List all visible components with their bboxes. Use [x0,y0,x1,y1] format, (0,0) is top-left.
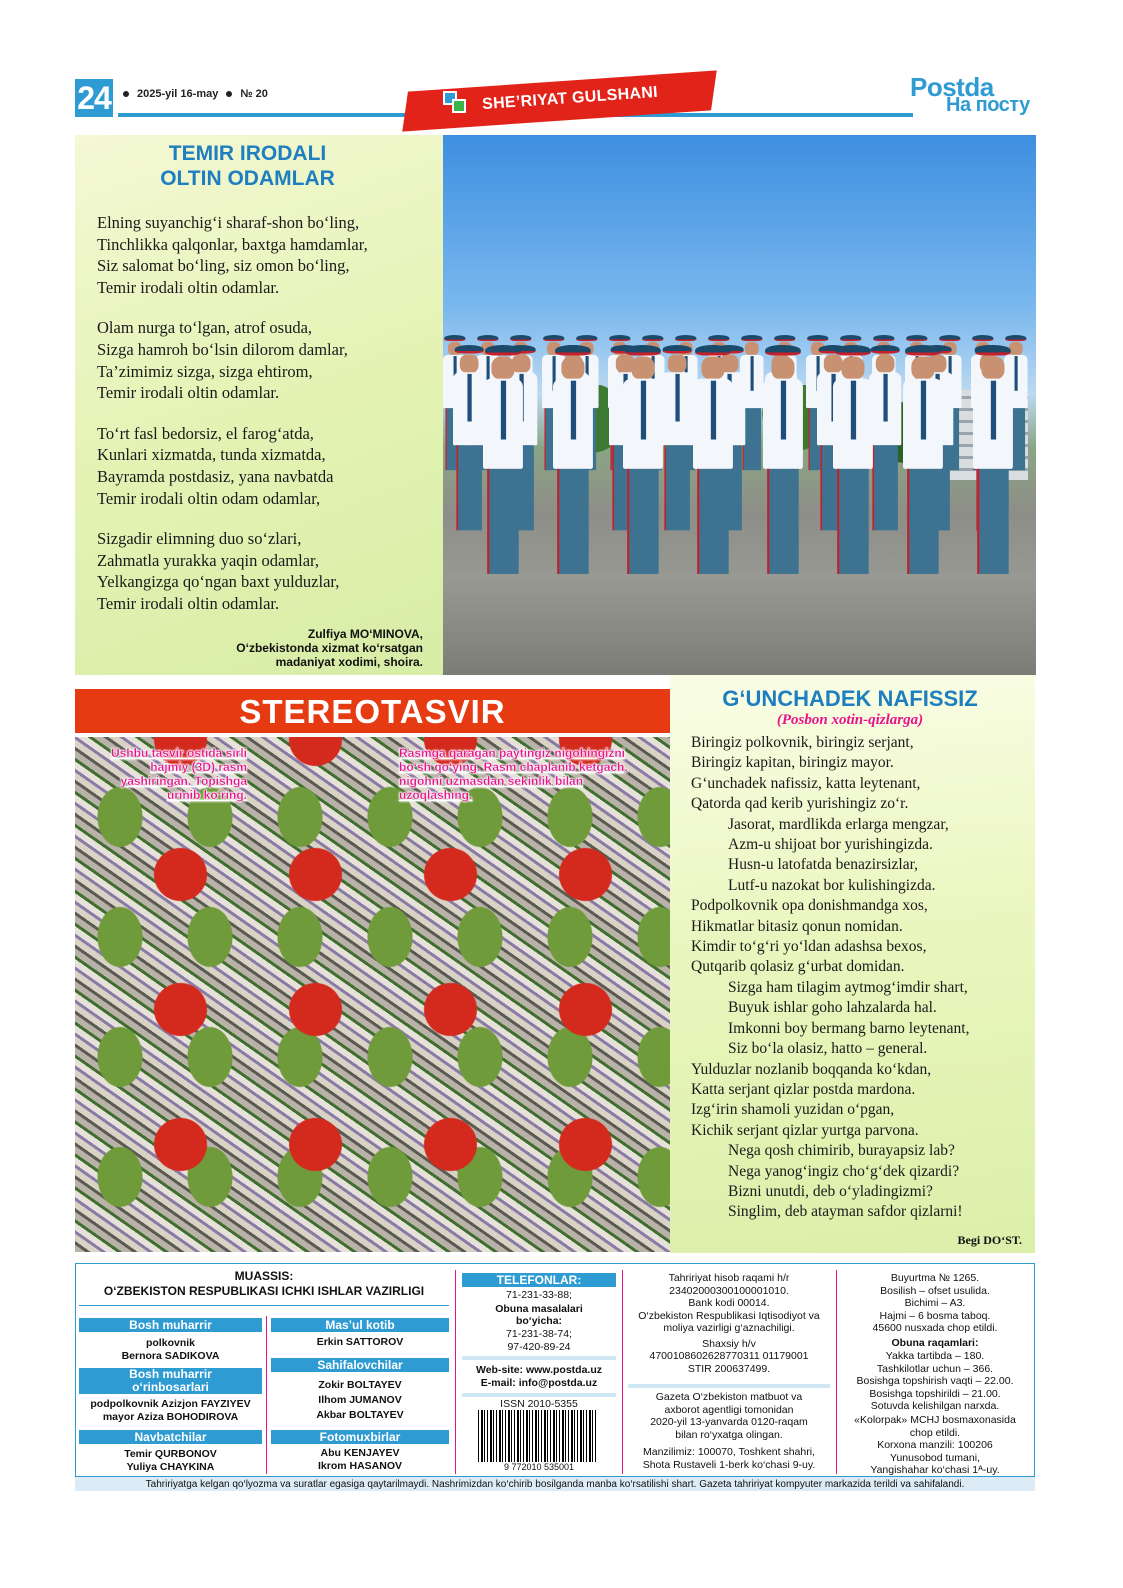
officers-photo [443,135,1036,675]
photographers [271,1447,449,1473]
trousers [977,469,1009,574]
editor-in-chief-label: Bosh muharrir [79,1318,262,1332]
subscription-label: bo‘yicha: [515,1315,563,1327]
designer-name: Zokir BOLTAYEV [318,1379,402,1391]
print-line: 45600 nusxada chop etildi. [872,1322,998,1334]
address-line: Shota Rustaveli 1-berk ko‘chasi 9-uy. [642,1458,816,1471]
face [824,354,843,373]
poem-line: G‘unchadek nafissiz, katta leytenant, [691,774,921,792]
tie [851,381,856,440]
cap [625,345,661,356]
divider [79,1305,449,1306]
printer-line: Korxona manzili: 100206 [877,1439,993,1451]
tie [991,381,996,440]
bank-line: moliya vazirligi g‘aznachiligi. [663,1322,795,1334]
poem-line: Biringiz polkovnik, biringiz serjant, [691,734,914,751]
poem-line: Elning suyanchig‘i sharaf-shon bo‘ling, [97,213,360,232]
face [460,354,479,373]
cap [576,335,597,341]
poem-line: Katta serjant qizlar postda mardona. [691,1080,916,1098]
poem-line: Kichik serjant qizlar yurtga parvona. [691,1121,919,1139]
registration-info [628,1391,830,1441]
face [771,357,794,380]
cap [510,335,531,341]
print-line: Hajmi – 6 bosma taboq. [879,1309,991,1322]
printer-line: chop etildi. [909,1426,961,1439]
poem-line: Temir irodali oltin odamlar. [97,593,280,613]
subscription-numbers [462,1328,616,1353]
poem-line: Sizga ham tilagim aytmog‘imdir shart, [728,978,968,996]
print-line: Bosilish – ofset usulida. [880,1284,990,1297]
cap [906,335,927,341]
photographers-label: Fotomuxbirlar [271,1430,449,1444]
poem2-title: G‘UNCHADEK NAFISSIZ [722,686,978,711]
face [876,354,895,373]
poem1-body [97,212,457,634]
cap [835,345,871,356]
index-line: Sotuvda kelishilgan narxda. [870,1400,1000,1412]
poem-line: Temir irodali oltin odam odamlar, [97,488,321,508]
cap [609,335,630,341]
founder-block [79,1269,449,1299]
stereo-note-right: Rasmga qaragan paytingiz nigohingizni bo‘sh qo‘ying. Rasm chaplanib ketgach, nigohni uzmasdan sekinlik bilan uzoqlashing. [399,746,628,802]
poem2-author: Begi DO‘ST. [957,1233,1022,1247]
poem1-author [180,627,423,669]
tie [571,381,576,440]
website-link[interactable]: Web-site: www.postda.uz [475,1364,602,1376]
logo-line-latin: Postda [910,72,994,102]
editor-in-chief [79,1337,262,1363]
poem-stanza [97,317,457,403]
subscription-label: Obuna masalalari [495,1303,583,1315]
poem-line: Buyuk ishlar goho lahzalarda hal. [728,999,937,1017]
poem-line: Izg‘irin shamoli yuzidan o‘pgan, [691,1101,895,1119]
poem2-dedication: (Posbon xotin-qizlarga) [776,712,924,728]
deputy-label-line: o‘rinbosarlari [132,1380,209,1394]
poem-line: Podpolkovnik opa donishmandga xos, [691,897,928,915]
newspaper-logo [910,72,1040,118]
bullet-icon [123,91,129,97]
face [841,357,864,380]
tie [883,374,887,422]
poem-line: Zahmatla yurakka yaqin odamlar, [97,550,320,570]
printing-house [840,1414,1030,1477]
cap [765,345,801,356]
poem-line: Bizni unutdi, deb o‘yladingizmi? [728,1182,933,1200]
bank-line: 23402000300100001010. [669,1284,789,1297]
bank-line: 4700108602628770311 01179001 [649,1350,809,1362]
cap [840,335,861,341]
stereo-title: STEREOTASVIR [75,689,670,733]
cap [485,345,521,356]
logo-line-cyrillic: На посту [946,94,1030,116]
phone-number: 71-231-38-74; [506,1328,572,1340]
contact-links [462,1364,616,1389]
trousers [837,469,869,574]
poem-line: Temir irodali oltin odamlar. [97,383,280,403]
poem-line: Qatorda qad kerib yurishingiz zo‘r. [691,795,909,813]
tie [1015,356,1018,391]
print-line: Bichimi – A3. [904,1297,966,1309]
trousers [557,469,589,574]
cap [807,335,828,341]
secretary-label: Mas’ul kotib [271,1318,449,1332]
face [491,357,514,380]
tie [641,381,646,440]
poem-line: Tinchlikka qalqonlar, baxtga hamdamlar, [97,234,368,254]
stereo-note-left: Ushbu tasvir ostida sirli hajmiy (3D) rasm yashiringan. Topishga urinib ko‘ring. [110,746,247,802]
poem-line: Ta’zimimiz sizga, sizga ehtirom, [97,361,313,381]
face [745,342,759,356]
issn: ISSN 2010-5355 [500,1398,578,1410]
tie [751,356,754,391]
cap [741,335,762,341]
issue-date: 2025-yil 16-may [137,88,219,100]
disclaimer: Tahririyatga kelgan qo‘lyozma va suratlar egasiga qaytarilmaydi. Nashrimizdan ko‘chirib bosilganda manba ko‘rsatilishi shart. Gazeta tahririyat kompyuter markazida terildi va sahifalandi. [75,1476,1035,1491]
poem-line: Biringiz kapitan, biringiz mayor. [691,754,894,772]
poem-stanza [97,212,457,298]
divider [266,1316,267,1474]
trousers [767,469,799,574]
poem-line: Sizga hamroh bo‘lsin dilorom damlar, [97,339,348,359]
section-title: SHE’RIYAT GULSHANI [481,83,659,114]
editor-name: Bernora SADIKOVA [121,1350,220,1362]
index-line: Bosishga topshirildi – 21.00. [869,1387,1001,1400]
face [911,357,934,380]
secretary-name: Erkin SATTOROV [316,1336,404,1348]
divider [455,1270,456,1474]
bank-line: O‘zbekiston Respublikasi Iqtisodiyot va [638,1309,820,1322]
photographer-name: Abu KENJAYEV [320,1447,400,1459]
cap [905,345,941,356]
cap [477,335,498,341]
cap [1005,335,1026,341]
cap [455,345,484,354]
poem-line: Singlim, deb atayman safdor qizlarni! [728,1203,963,1221]
poem-line: Jasorat, mardlikda erlarga mengzar, [728,815,949,833]
deputy-editors-label [79,1368,262,1394]
cap [708,335,729,341]
printer-line: Yangishahar ko‘chasi 1ᴬ-uy. [870,1464,1000,1476]
poem1-title-line: TEMIR IRODALI [168,142,327,165]
trousers [907,469,939,574]
printer-line: Yunusobod tumani, [890,1451,980,1464]
index-line: Tashkilotlar uchun – 366. [876,1362,994,1375]
editor-rank: polkovnik [145,1337,195,1349]
photographer-name: Ikrom HASANOV [317,1460,402,1472]
face [701,357,724,380]
tie [501,381,506,440]
bank-line: STIR 200637499. [687,1362,771,1375]
poem-line: Yelkangizga qo‘ngan baxt yulduzlar, [97,572,340,592]
issue-number: № 20 [240,88,268,100]
face [981,357,1004,380]
cap [663,345,692,354]
cap [972,335,993,341]
trousers [872,445,898,530]
barcode-digits: 9 772010 535001 [503,1462,575,1472]
poem1-title [75,141,420,191]
deputy-editors [79,1398,262,1424]
poem-line: Nega yanog‘ingiz cho‘g‘dek qizardi? [728,1162,960,1180]
poem-line: Bayramda postdasiz, yana navbatda [97,466,334,486]
poem-line: Hikmatlar bitasiz qonun nomidan. [691,917,903,935]
cap [871,345,900,354]
address [628,1446,830,1471]
trousers [456,445,482,530]
trousers [627,469,659,574]
photo-ground [443,575,1036,675]
printer-line: «Kolorpak» MCHJ bosmaxonasida [854,1414,1016,1426]
duty-staff-label: Navbatchilar [79,1430,262,1444]
poem-stanza [97,423,457,509]
index-line: Bosishga topshirish vaqti – 22.00. [856,1375,1014,1387]
bullet-icon [226,91,232,97]
poem-line: Imkonni boy bermang barno leytenant, [728,1019,970,1037]
tie [675,374,679,422]
author-title: madaniyat xodimi, shoira. [275,655,423,669]
poem-line: Kunlari xizmatda, tunda xizmatda, [97,445,326,465]
cap [675,335,696,341]
print-details [840,1272,1030,1335]
square-icon [452,99,466,113]
poem-line: Lutf-u nazokat bor kulishingizda. [728,876,936,894]
founder-name: O‘ZBEKISTON RESPUBLIKASI ICHKI ISHLAR VAZIRLIGI [103,1284,425,1298]
print-line: Buyurtma № 1265. [890,1272,980,1284]
deputy-name: podpolkovnik Azizjon FAYZIYEV [90,1398,251,1410]
poem-line: Kimdir to‘g‘ri yo‘ldan adashsa bexos, [691,938,927,956]
designer-name: Ilhom JUMANOV [318,1394,402,1406]
phone-number: 71-231-33-88; [506,1289,572,1301]
poem-line: Siz bo‘la olasiz, hatto – general. [728,1040,928,1058]
trousers [697,469,729,574]
trousers [664,445,690,530]
cap [695,345,731,356]
bank-line: Bank kodi 00014. [688,1297,770,1309]
address-line: Manzilimiz: 100070, Toshkent shahri, [643,1446,815,1458]
subscription-index-label: Obuna raqamlari: [891,1337,979,1349]
cap [939,335,960,341]
registration-line: bilan ro‘yxatga olingan. [675,1428,783,1441]
registration-line: Gazeta O‘zbekiston matbuot va [655,1391,803,1403]
duty-name: Yuliya CHAYKINA [126,1461,215,1473]
tie [921,381,926,440]
poem-line: Nega qosh chimirib, burayapsiz lab? [728,1142,955,1160]
tie [711,381,716,440]
face [631,357,654,380]
cap [975,345,1011,356]
poem-line: Siz salomat bo‘ling, siz omon bo‘ling, [97,256,350,276]
layout-designers-label: Sahifalovchilar [271,1358,449,1372]
tie [781,381,786,440]
cap [873,335,894,341]
face [512,354,531,373]
poem1-title-line: OLTIN ODAMLAR [160,167,335,190]
barcode-icon [478,1410,596,1462]
cap [642,335,663,341]
index-line: Yakka tartibda – 180. [885,1350,985,1362]
designer-name: Akbar BOLTAYEV [316,1409,404,1421]
layout-designers [271,1378,449,1423]
deputy-name: mayor Aziza BOHODIROVA [102,1411,239,1423]
divider [462,1356,616,1360]
cap [555,345,591,356]
phone-number: 97-420-89-24 [507,1340,571,1353]
divider [836,1270,837,1474]
stereogram-image [75,737,670,1252]
bank-details [628,1272,830,1375]
email-link[interactable]: E-mail: info@postda.uz [480,1376,598,1389]
registration-line: 2020-yil 13-yanvarda 0120-raqam [650,1416,808,1428]
issue-info [123,88,268,100]
face [1009,342,1023,356]
divider [622,1270,623,1474]
poem-line: Qutqarib qolasiz g‘urbat domidan. [691,958,905,976]
subscription-phones [462,1303,616,1327]
face [668,354,687,373]
poem-line: Olam nurga to‘lgan, atrof osuda, [97,318,313,338]
cap [444,335,465,341]
face [561,357,584,380]
registration-line: axborot agentligi tomonidan [664,1403,794,1416]
phones-label: TELEFONLAR: [462,1273,616,1287]
poem2-body [691,733,1036,1223]
page-number: 24 [75,79,113,117]
poem-line: Yulduzlar nozlanib boqqanda ko‘kdan, [691,1060,932,1078]
bank-line: Shaxsiy h/v [702,1337,756,1350]
founder-label: MUASSIS: [234,1269,294,1283]
deputy-label-line: Bosh muharrir [129,1367,212,1381]
section-ribbon [407,81,712,121]
poem-line: To‘rt fasl bedorsiz, el farog‘atda, [97,423,314,443]
poem-stanza [97,528,457,614]
duty-staff [79,1448,262,1474]
poem-line: Sizgadir elimning duo so‘zlari, [97,529,302,549]
cap [543,335,564,341]
duty-name: Temir QURBONOV [124,1448,217,1460]
poem-line: Azm-u shijoat bor yurishingizda. [728,836,933,854]
subscription-indexes [840,1350,1030,1413]
divider [628,1384,830,1388]
author-name: Zulfiya MO‘MINOVA, [307,627,423,641]
poem-line: Husn-u latofatda benazirsizlar, [728,856,919,874]
divider [462,1393,616,1397]
poem-line: Temir irodali oltin odamlar. [97,277,280,297]
bank-line: Tahririyat hisob raqami h/r [668,1272,790,1284]
trousers [487,469,519,574]
author-title: O‘zbekistonda xizmat ko‘rsatgan [236,641,423,655]
tie [467,374,471,422]
cap [774,335,795,341]
